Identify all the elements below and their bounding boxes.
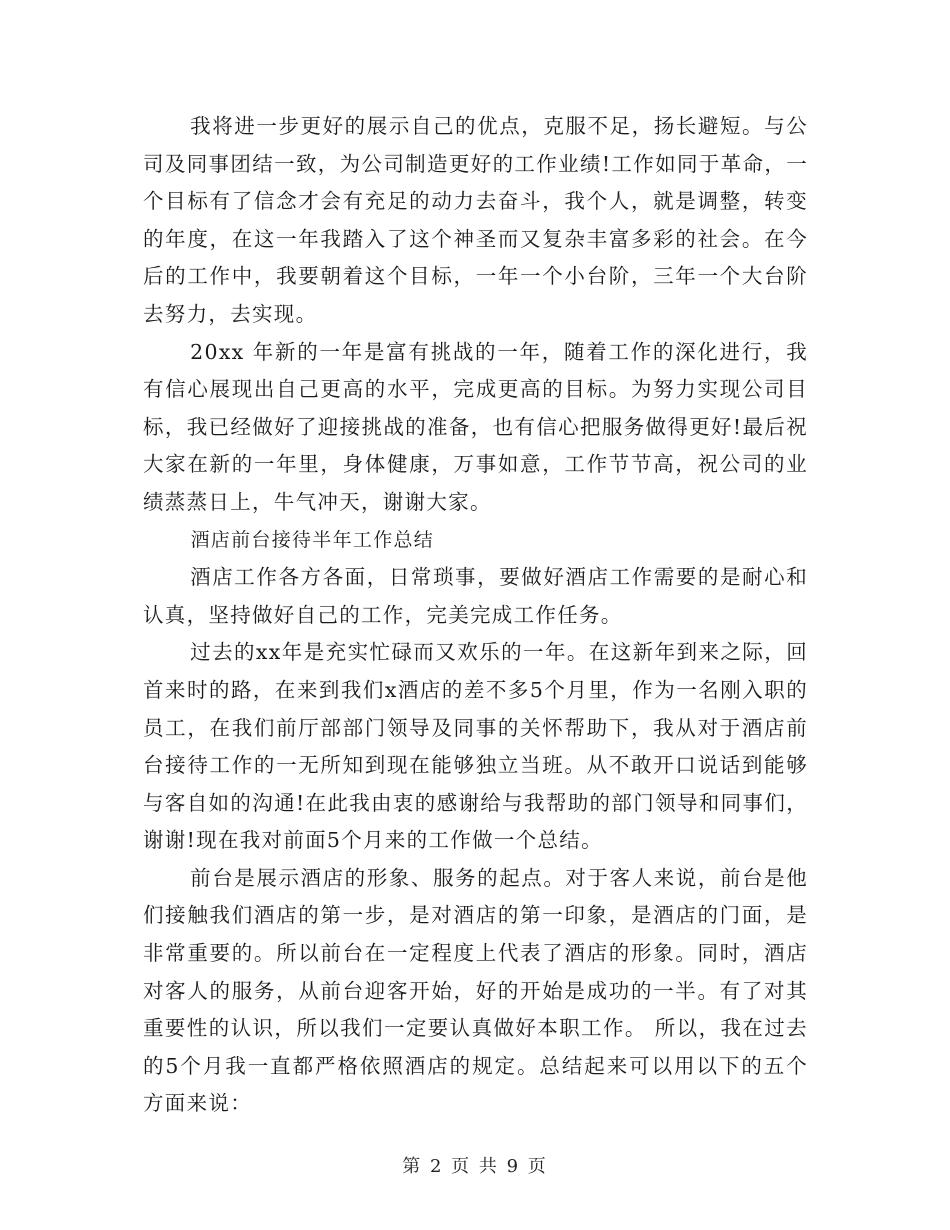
body-paragraph: 过去的xx年是充实忙碌而又欢乐的一年。在这新年到来之际，回首来时的路，在来到我们x酒店的差不多5个月里，作为一名刚入职的员工，在我们前厅部部门领导及同事的关怀帮助下，我从对于酒店前台接待工作的一无所知到现在能够独立当班。从不敢开口说话到能够与客自如的沟通!在此我由衷的感谢给与我帮助的部门领导和同事们，谢谢!现在我对前面5个月来的工作做一个总结。 [143,640,808,853]
body-paragraph: 酒店工作各方各面，日常琐事，要做好酒店工作需要的是耐心和认真，坚持做好自己的工作，完美完成工作任务。 [143,565,808,627]
body-paragraph: 20xx 年新的一年是富有挑战的一年，随着工作的深化进行，我有信心展现出自己更高的水平，完成更高的目标。为努力实现公司目标，我已经做好了迎接挑战的准备，也有信心把服务做得更好!最后祝大家在新的一年里，身体健康，万事如意，工作节节高，祝公司的业绩蒸蒸日上，牛气冲天，谢谢大家。 [143,339,808,514]
body-paragraph: 前台是展示酒店的形象、服务的起点。对于客人来说，前台是他们接触我们酒店的第一步，是对酒店的第一印象，是酒店的门面，是非常重要的。所以前台在一定程度上代表了酒店的形象。同时，酒店对客人的服务，从前台迎客开始，好的开始是成功的一半。有了对其重要性的认识，所以我们一定要认真做好本职工作。 所以，我在过去的5个月我一直都严格依照酒店的规定。总结起来可以用以下的五个方面来说： [143,865,808,1116]
document-body [143,108,808,1123]
body-paragraph: 我将进一步更好的展示自己的优点，克服不足，扬长避短。与公司及同事团结一致，为公司制造更好的工作业绩!工作如同于革命，一个目标有了信念才会有充足的动力去奋斗，我个人，就是调整，转变的年度，在这一年我踏入了这个神圣而又复杂丰富多彩的社会。在今后的工作中，我要朝着这个目标，一年一个小台阶，三年一个大台阶去努力，去实现。 [143,114,808,326]
section-title: 酒店前台接待半年工作总结 [190,528,435,551]
page-number-footer: 第 2 页 共 9 页 [402,1156,548,1177]
